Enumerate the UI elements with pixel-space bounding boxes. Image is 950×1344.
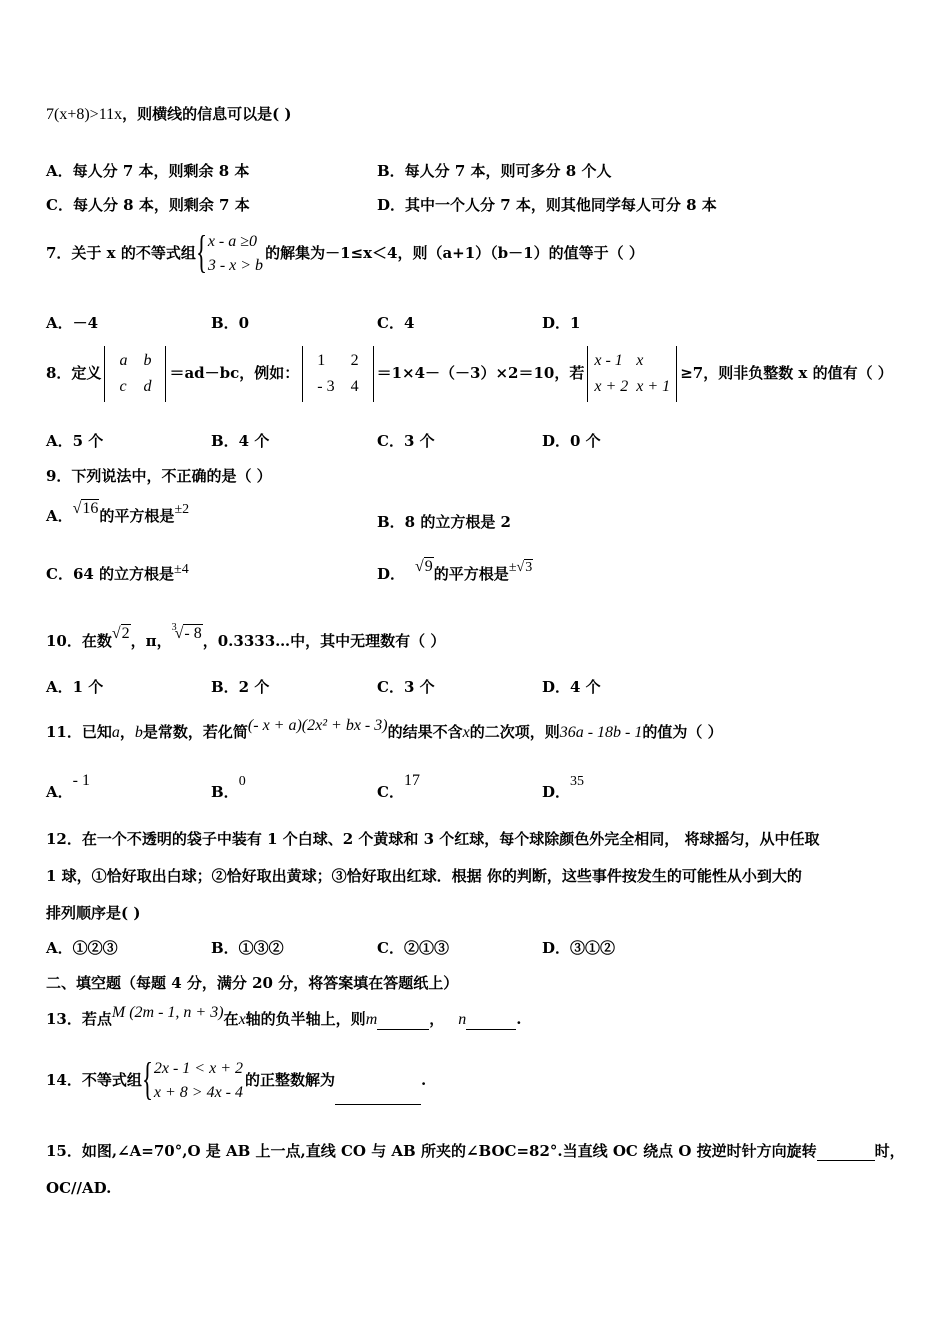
q11-a-label: A． <box>46 783 73 801</box>
q13-sep: ， <box>429 1010 445 1028</box>
q10-sep1: ，π， <box>130 632 172 650</box>
q11-expression: (- x + a)(2x² + bx - 3) <box>247 717 388 734</box>
q7-row1: { x - a ≥0 <box>207 233 258 250</box>
q12-line1: 12．在一个不透明的袋子中装有 1 个白球、2 个黄球和 3 个红球，每个球除颜色外完全相同， 将球摇匀，从中任取 <box>46 830 820 848</box>
q15-line1a: 15．如图,∠A=70°,O 是 AB 上一点,直线 CO 与 AB 所夹的∠BOC=82°.当直线 OC 绕点 O 按逆时针方向旋转 <box>46 1142 817 1160</box>
q9-d-sqrt: √9 <box>415 558 433 575</box>
q14-prefix: 14．不等式组 <box>46 1071 142 1089</box>
q11-d-label: D． <box>542 783 571 801</box>
det1-c: c <box>119 378 127 395</box>
q11-prefix: 11．已知 <box>46 723 112 741</box>
q10-stem <box>46 622 446 652</box>
q12-line2: 1 球，①恰好取出白球；②恰好取出黄球；③恰好取出红球．根据 你的判断，这些事件按发生的可能性从小到大的 <box>46 867 802 885</box>
q11-option-a <box>46 772 90 803</box>
q9-d-label: D． <box>377 565 406 583</box>
q11-stem <box>46 717 723 743</box>
det3-c: x + 2 <box>594 378 629 395</box>
q7-prefix: 7．关于 x 的不等式组 <box>46 244 196 262</box>
q8-stem <box>46 346 893 402</box>
q11-expression2: 36a - 18b - 1 <box>559 724 643 741</box>
det3-d: x + 1 <box>636 378 671 395</box>
q11-sep: ， <box>119 723 135 741</box>
det2-a: 1 <box>317 352 326 369</box>
q11-x: x <box>462 724 470 741</box>
det2-d: 4 <box>350 378 359 395</box>
q10-prefix: 10．在数 <box>46 632 112 650</box>
q8-option-b: B．4 个 <box>211 432 270 450</box>
q9-a-radicand: 16 <box>82 500 99 517</box>
q10-option-a: A．1 个 <box>46 678 104 696</box>
q8-prefix: 8．定义 <box>46 364 102 382</box>
q15-line2: OC//AD. <box>46 1179 112 1197</box>
q7-option-a: A．－4 <box>46 314 99 332</box>
q14-stem <box>46 1057 426 1105</box>
q8-mid2: ＝1×4－（－3）×2＝10，若 <box>376 364 585 382</box>
q8-option-c: C．3 个 <box>377 432 435 450</box>
q14-suffix: 的正整数解为 <box>245 1071 336 1089</box>
det2-c: - 3 <box>317 378 335 395</box>
q11-b-label: B． <box>211 783 239 801</box>
q7-option-b: B．0 <box>211 314 250 332</box>
q14-row1: { 2x - 1 < x + 2 <box>153 1060 243 1077</box>
q9-c-text: C．64 的立方根是 <box>46 565 175 583</box>
q11-option-b <box>211 774 246 804</box>
q6-option-c: C．每人分 8 本，则剩余 7 本 <box>46 196 250 214</box>
q12-option-b: B．①③② <box>211 939 284 957</box>
q14-end: . <box>421 1071 427 1089</box>
q6-expression: 7(x+8)>11x <box>46 106 123 123</box>
q9-c-value: ±4 <box>174 562 189 577</box>
q11-a-value: - 1 <box>72 772 90 789</box>
q10-option-c: C．3 个 <box>377 678 435 696</box>
q9-option-c <box>46 564 189 586</box>
q12-option-d: D．③①② <box>542 939 616 957</box>
q7-row2: 3 - x > b <box>207 257 264 274</box>
q13-n: n <box>458 1011 467 1028</box>
q13-prefix: 13．若点 <box>46 1010 112 1028</box>
q13-mid: 在 <box>223 1010 239 1028</box>
q12-option-c: C．②①③ <box>377 939 449 957</box>
q11-c-value: 17 <box>403 772 420 789</box>
q9-d-text: 的平方根是 <box>433 565 509 583</box>
q11-b-value: 0 <box>238 774 246 789</box>
q7-option-d: D．1 <box>542 314 581 332</box>
q9-a-label: A． <box>46 507 73 525</box>
q6-option-b: B．每人分 7 本，则可多分 8 个人 <box>377 162 612 180</box>
section-2-heading: 二、填空题（每题 4 分，满分 20 分，将答案填在答题纸上） <box>46 974 459 992</box>
det2-b: 2 <box>350 352 359 369</box>
q8-suffix: ≥7，则非负整数 x 的值有（ ） <box>680 364 893 382</box>
q15-line1b: 时， <box>874 1142 905 1160</box>
q10-sqrt2: √2 <box>111 625 130 642</box>
q10-rad1: 2 <box>121 625 130 642</box>
q11-suffix: 的值为（ ） <box>642 723 723 741</box>
q8-determinant-2 <box>302 346 373 402</box>
q13-blank-m[interactable] <box>377 1013 429 1030</box>
q13-stem <box>46 1004 522 1030</box>
q6-stem <box>46 104 292 125</box>
q9-option-a <box>46 500 190 528</box>
q10-option-b: B．2 个 <box>211 678 270 696</box>
q7-option-c: C．4 <box>377 314 415 332</box>
q11-mid3: 的二次项，则 <box>469 723 560 741</box>
q10-cbrt: $^3$√- 8 <box>171 622 202 642</box>
q8-option-a: A．5 个 <box>46 432 104 450</box>
det3-a: x - 1 <box>594 352 623 369</box>
q9-d-pm: ± <box>508 560 517 575</box>
q13-mid2: 轴的负半轴上，则 <box>245 1010 366 1028</box>
q13-x: x <box>238 1011 246 1028</box>
q7-system <box>198 230 263 278</box>
q10-suffix: ，0.3333…中，其中无理数有（ ） <box>202 632 446 650</box>
q15-blank[interactable] <box>817 1144 875 1161</box>
q9-option-d <box>377 558 533 586</box>
q11-mid: 是常数，若化简 <box>142 723 248 741</box>
q9-a-text: 的平方根是 <box>99 507 175 525</box>
q8-mid1: ＝ad－bc，例如： <box>169 364 300 382</box>
q10-rad2: - 8 <box>184 625 202 642</box>
q8-determinant-1 <box>104 346 166 402</box>
q9-a-sqrt: √16 <box>72 500 99 517</box>
det1-a: a <box>119 352 128 369</box>
q9-option-b: B．8 的立方根是 2 <box>377 513 511 531</box>
q15-line1 <box>46 1141 905 1161</box>
q9-a-value: ±2 <box>174 502 190 517</box>
q7-suffix: 的解集为－1≤x＜4，则（a+1）（b－1）的值等于（ ） <box>265 244 644 262</box>
q13-m: m <box>365 1011 378 1028</box>
q8-determinant-3 <box>587 346 677 402</box>
q14-blank[interactable] <box>335 1088 421 1105</box>
q11-mid2: 的结果不含 <box>387 723 463 741</box>
q10-root-index: 3 <box>171 622 177 633</box>
det3-b: x <box>636 352 644 369</box>
q9-d-value: ±√3 <box>508 560 533 575</box>
q12-line3: 排列顺序是( ) <box>46 904 141 922</box>
q13-blank-n[interactable] <box>466 1013 516 1030</box>
q6-text: ，则横线的信息可以是( ) <box>122 105 292 123</box>
q11-b: b <box>134 724 143 741</box>
det1-d: d <box>143 378 152 395</box>
q10-option-d: D．4 个 <box>542 678 601 696</box>
q13-end: . <box>516 1010 522 1028</box>
q11-d-value: 35 <box>570 774 585 789</box>
q13-point: M (2m - 1, n + 3) <box>111 1004 224 1021</box>
q6-option-a: A．每人分 7 本，则剩余 8 本 <box>46 162 250 180</box>
q9-d-radicand: 9 <box>424 558 433 575</box>
q6-option-d: D．其中一个人分 7 本，则其他同学每人可分 8 本 <box>377 196 717 214</box>
q11-option-c <box>377 772 420 803</box>
q9-stem: 9．下列说法中，不正确的是（ ） <box>46 467 272 485</box>
q9-d-value-radicand: 3 <box>525 560 533 575</box>
q8-option-d: D．0 个 <box>542 432 601 450</box>
q7-stem <box>46 230 644 278</box>
det1-b: b <box>143 352 152 369</box>
q14-row2: x + 8 > 4x - 4 <box>153 1084 243 1101</box>
q11-c-label: C． <box>377 783 404 801</box>
q11-option-d <box>542 774 585 804</box>
q14-system <box>144 1057 243 1105</box>
q12-option-a: A．①②③ <box>46 939 118 957</box>
q11-a: a <box>111 724 120 741</box>
